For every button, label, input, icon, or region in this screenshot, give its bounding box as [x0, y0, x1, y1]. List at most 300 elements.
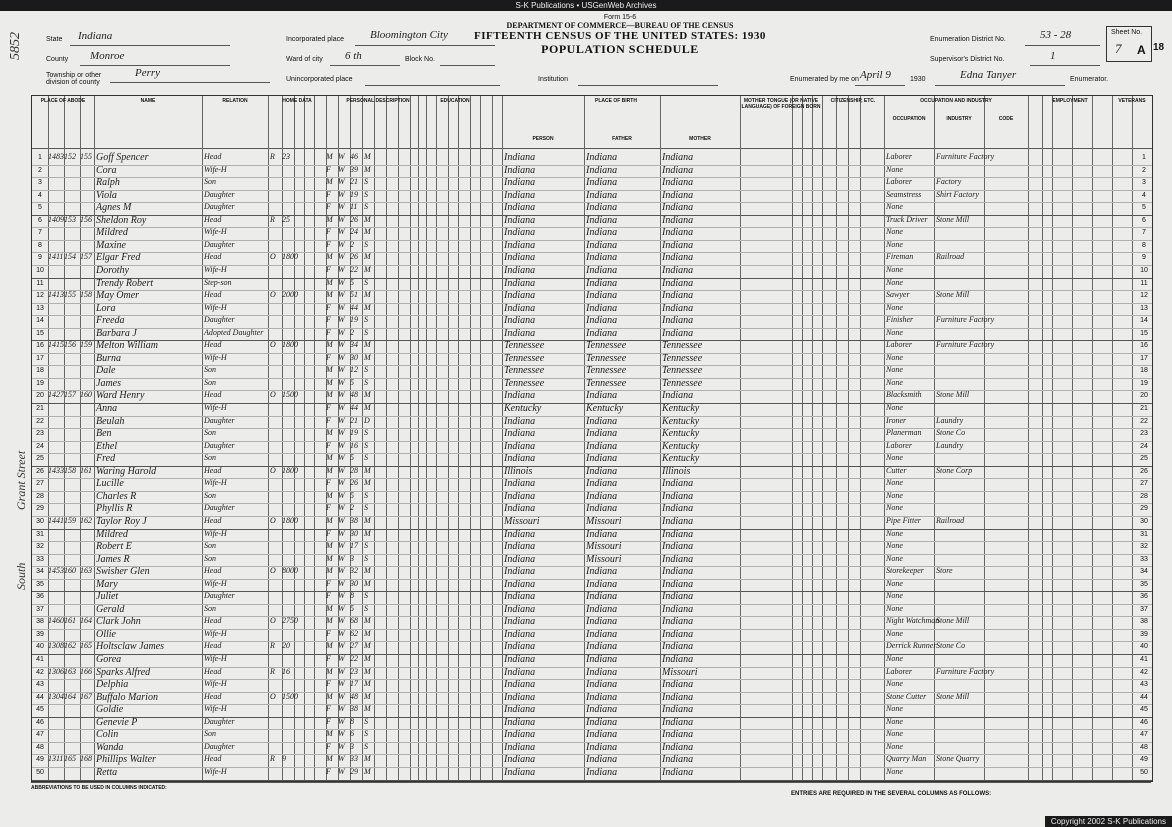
line-number: 46 — [1140, 718, 1148, 726]
sex-cell: M — [326, 666, 333, 676]
father-birthplace-cell: Indiana — [586, 164, 618, 176]
race-cell: W — [338, 415, 345, 425]
father-birthplace-cell: Indiana — [586, 478, 618, 490]
name-cell: Agnes M — [96, 202, 132, 214]
footer-abbrev: ABBREVIATIONS TO BE USED IN COLUMNS INDICATED: — [31, 785, 167, 791]
relation-cell: Wife-H — [204, 478, 227, 488]
line-number: 25 — [1140, 455, 1148, 463]
line-number: 22 — [36, 417, 44, 425]
line-number: 21 — [1140, 405, 1148, 412]
line-number: 17 — [36, 354, 44, 362]
marital-cell: M — [364, 691, 371, 701]
age-cell: 21 — [350, 415, 358, 425]
birthplace-cell: Indiana — [504, 264, 536, 276]
incorporated-line — [355, 45, 495, 46]
dwelling-number-cell: 161 — [64, 616, 76, 626]
marital-cell: M — [364, 152, 371, 161]
race-cell: W — [338, 741, 345, 751]
occupation-cell: Laborer — [886, 340, 912, 350]
marital-cell: M — [364, 465, 371, 475]
father-birthplace-cell: Indiana — [586, 503, 618, 515]
state-value: Indiana — [78, 30, 113, 42]
birthplace-cell: Indiana — [504, 227, 536, 239]
line-number: 13 — [36, 304, 44, 312]
father-birthplace-cell: Indiana — [586, 578, 618, 590]
birthplace-cell: Indiana — [504, 591, 536, 603]
name-cell: Ben — [96, 428, 112, 440]
marital-cell: S — [364, 239, 368, 249]
industry-cell: Stone Mill — [936, 390, 970, 400]
father-birthplace-cell: Indiana — [586, 528, 618, 540]
occupation-cell: None — [886, 227, 903, 237]
occupation-cell: None — [886, 729, 903, 739]
occupation-subheader: CODE — [998, 116, 1014, 122]
line-number: 21 — [36, 405, 44, 412]
line-number: 43 — [1140, 681, 1148, 689]
race-cell: W — [338, 390, 345, 400]
birthplace-cell: Kentucky — [504, 403, 542, 414]
marital-cell: M — [364, 264, 371, 274]
occupation-cell: None — [886, 202, 903, 212]
township-value: Perry — [135, 67, 161, 79]
home-owned-cell: O — [270, 566, 276, 576]
relation-cell: Daughter — [204, 440, 235, 450]
sex-cell: M — [326, 465, 333, 475]
line-number: 41 — [36, 656, 44, 663]
home-owned-cell: R — [270, 641, 275, 651]
father-birthplace-cell: Indiana — [586, 252, 618, 264]
birthplace-cell: Indiana — [504, 315, 536, 327]
race-cell: W — [338, 214, 345, 224]
family-number-cell: 166 — [80, 666, 92, 676]
race-cell: W — [338, 428, 345, 438]
line-number: 12 — [1140, 292, 1148, 300]
race-cell: W — [338, 327, 345, 337]
form-number: Form 15-6 — [603, 14, 637, 21]
mother-birthplace-cell: Indiana — [662, 214, 694, 226]
sex-cell: F — [326, 716, 331, 726]
line-number: 7 — [38, 229, 42, 237]
dwelling-number-cell: 160 — [64, 566, 76, 576]
ward-value: 6 th — [345, 50, 362, 62]
family-number-cell: 156 — [80, 214, 92, 224]
copyright-notice: Copyright 2002 S-K Publications — [1045, 816, 1172, 827]
sheet-side: A — [1137, 43, 1146, 57]
occupation-cell: Ironer — [886, 415, 907, 425]
occupation-cell: None — [886, 302, 903, 312]
birthplace-cell: Illinois — [504, 465, 533, 477]
mother-birthplace-cell: Indiana — [662, 616, 694, 628]
name-cell: Ethel — [96, 440, 118, 452]
relation-cell: Son — [204, 365, 216, 375]
family-number-cell: 157 — [80, 252, 92, 262]
sex-cell: F — [326, 202, 331, 212]
line-number: 39 — [1140, 630, 1148, 638]
age-cell: 38 — [350, 515, 358, 525]
father-birthplace-cell: Indiana — [586, 754, 618, 766]
relation-cell: Head — [204, 666, 222, 676]
sex-cell: F — [326, 327, 331, 337]
birthplace-cell: Indiana — [504, 189, 536, 201]
birthplace-cell: Indiana — [504, 428, 536, 440]
mother-birthplace-cell: Kentucky — [662, 415, 700, 427]
race-cell: W — [338, 766, 345, 776]
relation-cell: Wife-H — [204, 628, 227, 638]
race-cell: W — [338, 729, 345, 739]
mother-birthplace-cell: Indiana — [662, 591, 694, 603]
sex-cell: M — [326, 754, 333, 764]
relation-cell: Son — [204, 553, 216, 563]
relation-cell: Daughter — [204, 591, 235, 601]
occupation-cell: Blacksmith — [886, 390, 922, 400]
south-note: South — [14, 562, 28, 590]
census-title: FIFTEENTH CENSUS OF THE UNITED STATES: 1930 — [474, 30, 766, 42]
birthplace-cell: Indiana — [504, 252, 536, 264]
name-cell: Dale — [96, 365, 116, 377]
name-cell: Buffalo Marion — [96, 691, 158, 703]
occupation-cell: None — [886, 591, 903, 601]
line-number: 37 — [1140, 605, 1148, 613]
occupation-cell: None — [886, 541, 903, 551]
home-owned-cell: R — [270, 666, 275, 676]
birthplace-cell: Indiana — [504, 754, 536, 766]
age-cell: 39 — [350, 164, 358, 174]
relation-cell: Daughter — [204, 189, 235, 199]
birthplace-cell: Indiana — [504, 239, 536, 251]
marital-cell: M — [364, 478, 371, 488]
birthplace-cell: Indiana — [504, 616, 536, 628]
race-cell: W — [338, 377, 345, 387]
age-cell: 5 — [350, 453, 354, 463]
marital-cell: S — [364, 741, 368, 751]
line-number: 38 — [36, 618, 44, 626]
home-value-cell: 1800 — [282, 515, 298, 525]
line-number: 42 — [1140, 668, 1148, 676]
home-owned-cell: R — [270, 152, 275, 161]
age-cell: 22 — [350, 264, 358, 274]
name-cell: Phillips Walter — [96, 754, 156, 766]
birthplace-cell: Indiana — [504, 729, 536, 741]
name-cell: Trendy Robert — [96, 277, 154, 289]
line-number: 35 — [1140, 580, 1148, 588]
occupation-cell: None — [886, 704, 903, 714]
age-cell: 26 — [350, 478, 358, 488]
industry-cell: Laundry — [936, 440, 964, 450]
family-number-cell: 161 — [80, 465, 92, 475]
age-cell: 17 — [350, 679, 358, 689]
line-number: 10 — [36, 266, 44, 274]
birthplace-cell: Indiana — [504, 553, 536, 565]
birthplace-cell: Indiana — [504, 766, 536, 778]
marital-cell: S — [364, 189, 368, 199]
mother-birthplace-cell: Indiana — [662, 239, 694, 251]
line-number: 15 — [1140, 329, 1148, 337]
house-number-cell: 1415 — [48, 340, 64, 350]
birth-subheader: FATHER — [612, 136, 632, 142]
marital-cell: M — [364, 164, 371, 174]
marital-cell: M — [364, 302, 371, 312]
line-number: 41 — [1140, 656, 1148, 663]
line-number: 39 — [36, 630, 44, 638]
section-header: PERSONAL DESCRIPTION — [346, 98, 410, 104]
name-cell: Cora — [96, 164, 117, 176]
marital-cell: S — [364, 277, 368, 287]
race-cell: W — [338, 227, 345, 237]
block-line — [440, 65, 495, 66]
occupation-cell: Laborer — [886, 152, 912, 161]
name-cell: Charles R — [96, 490, 137, 502]
father-birthplace-cell: Indiana — [586, 189, 618, 201]
block-label: Block No. — [405, 56, 435, 63]
line-number: 9 — [38, 254, 42, 262]
marital-cell: S — [364, 440, 368, 450]
mother-birthplace-cell: Indiana — [662, 515, 694, 527]
father-birthplace-cell: Indiana — [586, 327, 618, 339]
family-number-cell: 158 — [80, 290, 92, 300]
father-birthplace-cell: Indiana — [586, 628, 618, 640]
age-cell: 51 — [350, 290, 358, 300]
line-number: 23 — [1140, 430, 1148, 438]
dwelling-number-cell: 155 — [64, 290, 76, 300]
marital-cell: M — [364, 754, 371, 764]
industry-cell: Railroad — [936, 252, 965, 262]
dwelling-number-cell: 152 — [64, 152, 76, 161]
name-cell: Taylor Roy J — [96, 515, 147, 527]
age-cell: 48 — [350, 390, 358, 400]
sex-cell: M — [326, 277, 333, 287]
occupation-cell: Derrick Runner — [886, 641, 937, 651]
sex-cell: F — [326, 403, 331, 412]
line-number: 24 — [36, 442, 44, 450]
house-number-cell: 1411 — [48, 252, 64, 262]
mother-birthplace-cell: Indiana — [662, 189, 694, 201]
line-number: 30 — [36, 517, 44, 525]
occupation-cell: Laborer — [886, 177, 912, 187]
mother-birthplace-cell: Indiana — [662, 390, 694, 402]
family-number-cell: 165 — [80, 641, 92, 651]
occupation-cell: None — [886, 741, 903, 751]
industry-cell: Laundry — [936, 415, 964, 425]
line-number: 44 — [1140, 693, 1148, 701]
birthplace-cell: Indiana — [504, 490, 536, 502]
relation-cell: Head — [204, 641, 222, 651]
enumerator-name: Edna Tanyer — [960, 69, 1017, 81]
name-cell: Elgar Fred — [96, 252, 141, 264]
industry-cell: Furniture Factory — [936, 666, 995, 676]
section-header: HOME DATA — [282, 98, 312, 104]
line-number: 18 — [36, 367, 44, 375]
age-cell: 11 — [350, 202, 358, 212]
age-cell: 5 — [350, 377, 354, 387]
occupation-cell: Sawyer — [886, 290, 910, 300]
occupation-cell: Cutter — [886, 465, 907, 475]
birthplace-cell: Missouri — [504, 515, 540, 527]
marital-cell: S — [364, 428, 368, 438]
line-number: 23 — [36, 430, 44, 438]
mother-birthplace-cell: Indiana — [662, 679, 694, 691]
industry-cell: Stone Quarry — [936, 754, 980, 764]
age-cell: 3 — [350, 741, 354, 751]
occupation-cell: None — [886, 403, 903, 412]
race-cell: W — [338, 754, 345, 764]
birthplace-cell: Indiana — [504, 290, 536, 302]
relation-cell: Wife-H — [204, 654, 227, 663]
name-cell: Beulah — [96, 415, 125, 427]
dwelling-number-cell: 157 — [64, 390, 76, 400]
father-birthplace-cell: Indiana — [586, 716, 618, 728]
father-birthplace-cell: Indiana — [586, 729, 618, 741]
mother-birthplace-cell: Indiana — [662, 290, 694, 302]
marital-cell: M — [364, 641, 371, 651]
mother-birthplace-cell: Tennessee — [662, 340, 703, 352]
line-number: 6 — [1142, 216, 1146, 224]
age-cell: 44 — [350, 403, 358, 412]
line-number: 4 — [1142, 191, 1146, 199]
race-cell: W — [338, 578, 345, 588]
birthplace-cell: Indiana — [504, 541, 536, 553]
mother-birthplace-cell: Indiana — [662, 641, 694, 653]
relation-cell: Wife-H — [204, 403, 227, 412]
race-cell: W — [338, 177, 345, 187]
marital-cell: M — [364, 616, 371, 626]
marital-cell: M — [364, 766, 371, 776]
relation-cell: Son — [204, 490, 216, 500]
father-birthplace-cell: Indiana — [586, 641, 618, 653]
industry-cell: Stone Co — [936, 641, 966, 651]
industry-cell: Stone Corp — [936, 465, 973, 475]
birthplace-cell: Indiana — [504, 202, 536, 214]
mother-birthplace-cell: Indiana — [662, 227, 694, 239]
marital-cell: S — [364, 202, 368, 212]
family-number-cell: 167 — [80, 691, 92, 701]
form-header — [470, 14, 770, 57]
family-number-cell: 162 — [80, 515, 92, 525]
name-cell: Fred — [96, 453, 116, 465]
age-cell: 19 — [350, 189, 358, 199]
marital-cell: M — [364, 214, 371, 224]
age-cell: 22 — [350, 654, 358, 663]
sex-cell: M — [326, 428, 333, 438]
race-cell: W — [338, 628, 345, 638]
age-cell: 32 — [350, 566, 358, 576]
home-owned-cell: O — [270, 252, 276, 262]
father-birthplace-cell: Indiana — [586, 239, 618, 251]
occupation-cell: None — [886, 503, 903, 513]
race-cell: W — [338, 290, 345, 300]
birthplace-cell: Indiana — [504, 453, 536, 465]
relation-cell: Daughter — [204, 202, 235, 212]
marital-cell: S — [364, 490, 368, 500]
sheet-no-value: 7 — [1115, 41, 1122, 56]
industry-cell: Stone Mill — [936, 691, 970, 701]
line-number: 36 — [36, 593, 44, 601]
age-cell: 34 — [350, 340, 358, 350]
relation-cell: Head — [204, 465, 222, 475]
industry-cell: Railroad — [936, 515, 965, 525]
family-number-cell: 159 — [80, 340, 92, 350]
sex-cell: F — [326, 164, 331, 174]
name-cell: Phyllis R — [96, 503, 133, 515]
house-number-cell: 1427 — [48, 390, 64, 400]
name-cell: Mildred — [96, 227, 128, 239]
father-birthplace-cell: Indiana — [586, 214, 618, 226]
line-number: 26 — [1140, 467, 1148, 475]
age-cell: 46 — [350, 152, 358, 161]
mother-birthplace-cell: Indiana — [662, 691, 694, 703]
supervisor-line — [1030, 65, 1100, 66]
birthplace-cell: Indiana — [504, 152, 536, 163]
name-cell: Lora — [96, 302, 116, 314]
line-number: 8 — [38, 241, 42, 249]
mother-birthplace-cell: Indiana — [662, 177, 694, 189]
age-cell: 3 — [350, 553, 354, 563]
home-owned-cell: O — [270, 290, 276, 300]
father-birthplace-cell: Indiana — [586, 704, 618, 716]
line-number: 5 — [1142, 204, 1146, 212]
relation-cell: Daughter — [204, 415, 235, 425]
father-birthplace-cell: Indiana — [586, 302, 618, 314]
line-number: 19 — [36, 379, 44, 387]
race-cell: W — [338, 465, 345, 475]
line-number: 24 — [1140, 442, 1148, 450]
line-number: 27 — [36, 480, 44, 488]
father-birthplace-cell: Indiana — [586, 440, 618, 452]
home-value-cell: 1500 — [282, 691, 298, 701]
birthplace-cell: Indiana — [504, 327, 536, 339]
birthplace-cell: Indiana — [504, 566, 536, 578]
industry-cell: Furniture Factory — [936, 315, 995, 325]
sex-cell: F — [326, 440, 331, 450]
name-cell: Melton William — [96, 340, 158, 352]
sex-cell: M — [326, 177, 333, 187]
occupation-cell: Laborer — [886, 666, 912, 676]
sex-cell: F — [326, 766, 331, 776]
name-cell: Colin — [96, 729, 119, 741]
line-number: 14 — [36, 317, 44, 325]
line-number: 3 — [38, 179, 42, 187]
state-line — [70, 45, 230, 46]
race-cell: W — [338, 277, 345, 287]
industry-cell: Furniture Factory — [936, 340, 995, 350]
section-header: RELATION — [222, 98, 248, 104]
line-number: 25 — [36, 455, 44, 463]
home-value-cell: 20 — [282, 641, 290, 651]
relation-cell: Wife-H — [204, 766, 227, 776]
age-cell: 26 — [350, 214, 358, 224]
home-value-cell: 8000 — [282, 566, 298, 576]
birthplace-cell: Indiana — [504, 164, 536, 176]
relation-cell: Wife-H — [204, 704, 227, 714]
age-cell: 2 — [350, 503, 354, 513]
father-birthplace-cell: Indiana — [586, 654, 618, 665]
institution-label: Institution — [538, 76, 568, 83]
house-number-cell: 1306 — [48, 666, 64, 676]
house-number-cell: 1311 — [48, 754, 64, 764]
relation-cell: Adopted Daughter — [204, 327, 264, 337]
race-cell: W — [338, 340, 345, 350]
mother-birthplace-cell: Indiana — [662, 729, 694, 741]
occupation-cell: Laborer — [886, 440, 912, 450]
line-number: 40 — [36, 643, 44, 651]
mother-birthplace-cell: Tennessee — [662, 365, 703, 377]
mother-birthplace-cell: Indiana — [662, 541, 694, 553]
ward-line — [330, 65, 400, 66]
age-cell: 2 — [350, 327, 354, 337]
sex-cell: F — [326, 315, 331, 325]
line-number: 13 — [1140, 304, 1148, 312]
dwelling-number-cell: 162 — [64, 641, 76, 651]
family-number-cell: 155 — [80, 152, 92, 161]
